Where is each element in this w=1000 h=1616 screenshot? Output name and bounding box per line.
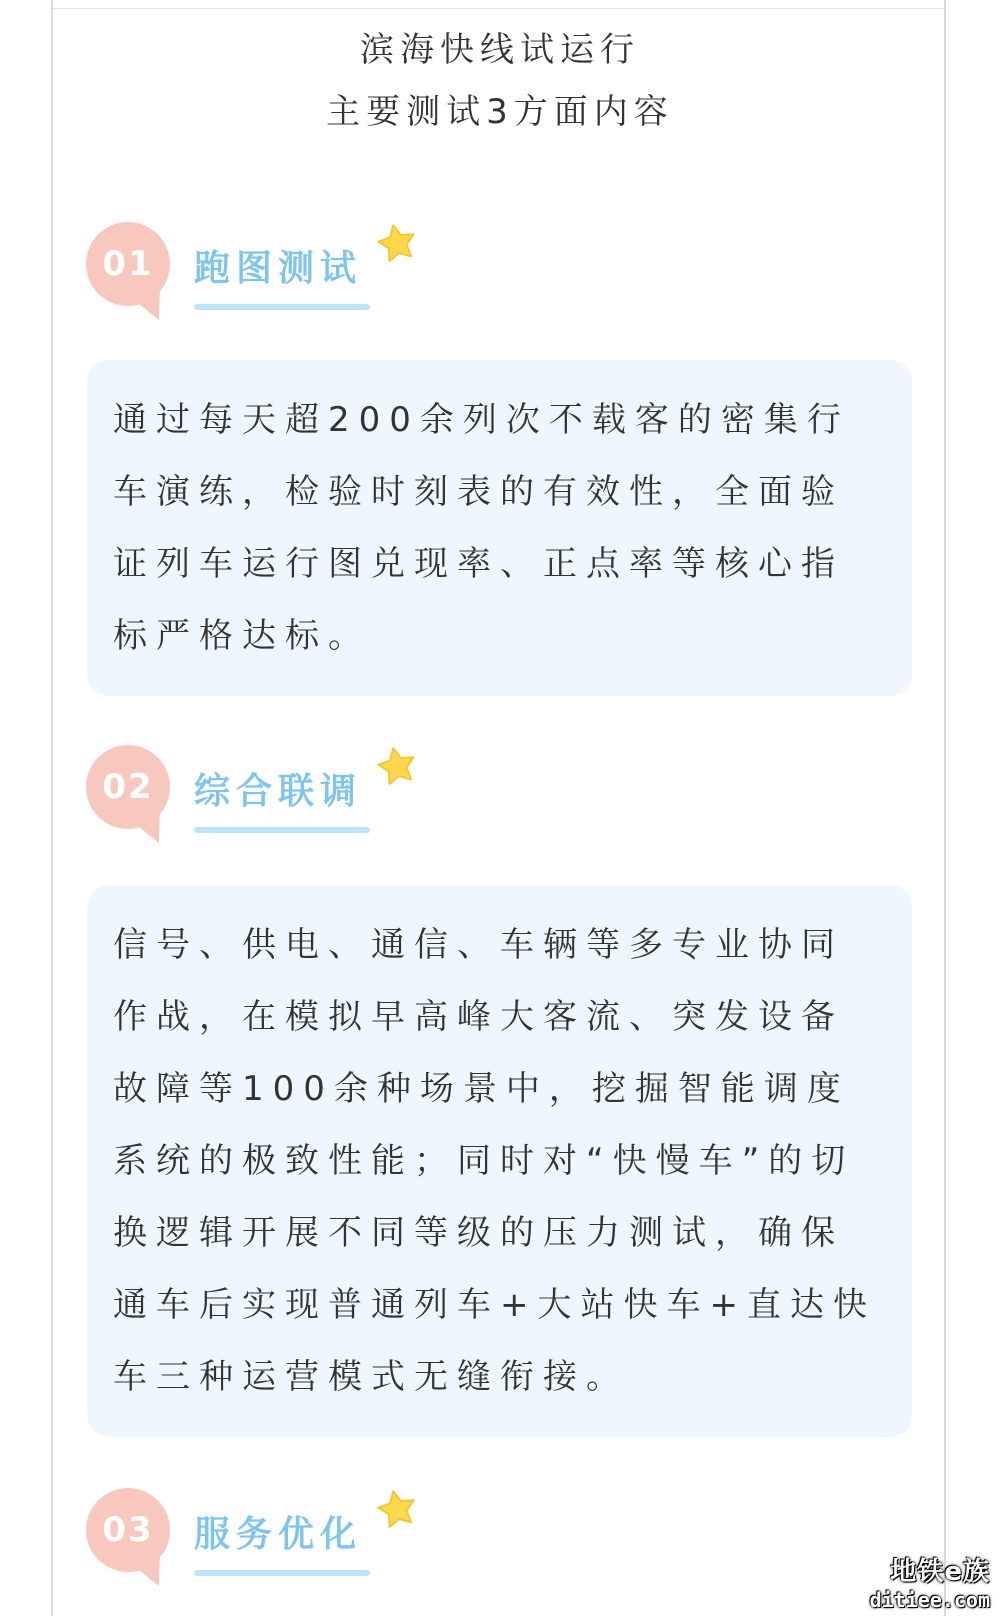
body-line: 标严格达标。 <box>113 616 371 656</box>
section-header-01 <box>86 222 446 332</box>
heading-line-1: 滨海快线试运行 <box>360 30 640 70</box>
section-header-02 <box>86 745 446 855</box>
star-icon <box>370 739 425 794</box>
body-line: 系统的极致性能；同时对“快慢车”的切 <box>113 1141 855 1181</box>
site-watermark <box>870 1551 990 1612</box>
body-line: 证列车运行图兑现率、正点率等核心指 <box>113 544 844 584</box>
body-line: 故障等100余种场景中，挖掘智能调度 <box>113 1069 850 1109</box>
star-icon <box>370 216 425 271</box>
heading-line-2: 主要测试3方面内容 <box>326 92 674 132</box>
body-line: 通过每天超200余列次不载客的密集行 <box>113 400 850 440</box>
section-number-badge: 02 <box>86 745 170 829</box>
watermark-brand: 地铁e族 <box>890 1557 990 1587</box>
section-title-underline <box>194 1570 370 1576</box>
watermark-domain: ditiee.com <box>869 1588 990 1612</box>
section-body-card-02 <box>87 885 912 1437</box>
section-title: 服务优化 <box>194 1514 363 1555</box>
star-icon <box>370 1482 425 1537</box>
body-line: 信号、供电、通信、车辆等多专业协同 <box>113 925 844 965</box>
body-line: 车三种运营模式无缝衔接。 <box>113 1357 629 1397</box>
section-header-03 <box>86 1488 446 1598</box>
section-number-badge: 03 <box>86 1488 170 1572</box>
body-line: 换逻辑开展不同等级的压力测试，确保 <box>113 1213 844 1253</box>
section-title: 跑图测试 <box>194 248 363 289</box>
body-line: 通车后实现普通列车+大站快车+直达快 <box>113 1285 876 1325</box>
section-title-underline <box>194 304 370 310</box>
section-number-badge: 01 <box>86 222 170 306</box>
top-divider <box>53 8 944 9</box>
section-title: 综合联调 <box>194 771 363 812</box>
section-title-underline <box>194 827 370 833</box>
section-body-card-01 <box>87 360 912 696</box>
body-line: 车演练，检验时刻表的有效性，全面验 <box>113 472 844 512</box>
body-line: 作战，在模拟早高峰大客流、突发设备 <box>113 997 844 1037</box>
